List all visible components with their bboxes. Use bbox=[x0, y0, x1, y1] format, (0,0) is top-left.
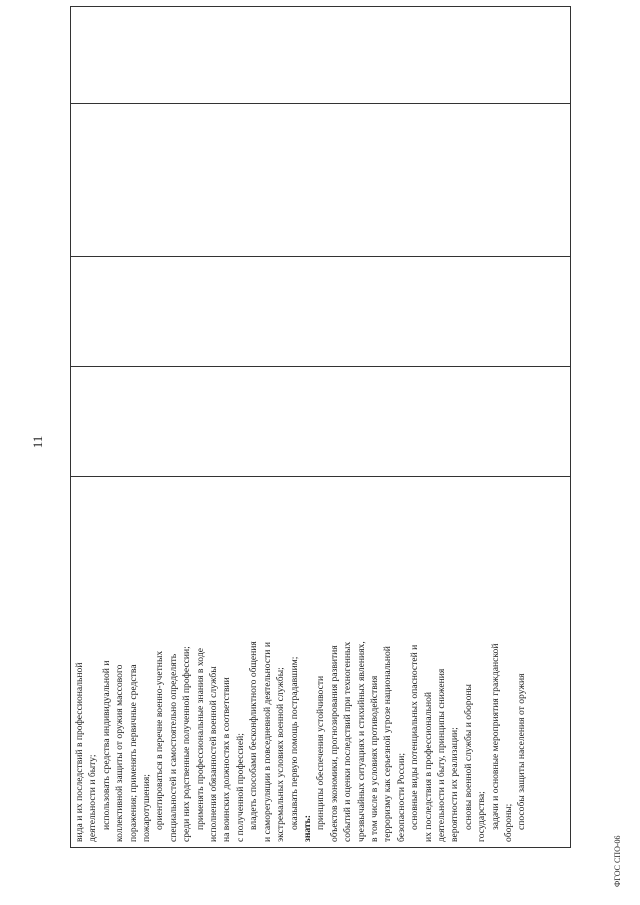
text-line: государства; bbox=[476, 791, 488, 842]
competency-text bbox=[71, 477, 529, 847]
text-line: задачи и основные мероприятия гражданской bbox=[489, 643, 501, 830]
text-line: событий и оценки последствий при техногенных bbox=[342, 641, 354, 842]
text-line: использовать средства индивидуальной и bbox=[100, 660, 112, 830]
text-line: среди них родственные полученной профессии; bbox=[181, 646, 193, 842]
text-line: в том числе в условиях противодействия bbox=[368, 675, 380, 842]
text-line: объектов экономики, прогнозирования развития bbox=[328, 645, 340, 842]
footer-code: ФГОС СПО-06 bbox=[613, 835, 622, 887]
text-line: принципы обеспечения устойчивости bbox=[315, 675, 327, 830]
text-line: оказывать первую помощь пострадавшим; bbox=[288, 656, 300, 830]
empty-cell-3 bbox=[71, 257, 571, 367]
text-line: деятельности и быту, принципы снижения bbox=[435, 668, 447, 842]
empty-cell-4 bbox=[71, 104, 571, 257]
text-line: специальностей и самостоятельно определять bbox=[167, 653, 179, 842]
text-line: способы защиты населения от оружия bbox=[516, 673, 528, 830]
text-line: основы военной службы и обороны bbox=[462, 684, 474, 830]
section-label: знать: bbox=[301, 815, 313, 842]
table-row bbox=[71, 7, 571, 848]
text-line: терроризму как серьезной угрозе национальной bbox=[382, 646, 394, 842]
text-line: вероятности их реализации; bbox=[449, 727, 461, 842]
text-line: владеть способами бесконфликтного общения bbox=[248, 641, 260, 830]
text-line: экстремальных условиях военной службы; bbox=[275, 667, 287, 842]
text-line: с полученной профессией; bbox=[234, 733, 246, 842]
text-line: исполнения обязанностей военной службы bbox=[208, 666, 220, 842]
curriculum-table bbox=[70, 6, 571, 848]
text-line: вида и их последствий в профессиональной bbox=[74, 662, 85, 842]
page-number: 11 bbox=[30, 435, 45, 449]
text-line: чрезвычайных ситуациях и стихийных явлениях, bbox=[355, 641, 367, 842]
text-line: обороны; bbox=[503, 803, 514, 842]
text-line: и саморегуляции в повседневной деятельности и bbox=[261, 642, 273, 842]
empty-cell-5 bbox=[71, 7, 571, 104]
text-line: применять профессиональные знания в ходе bbox=[194, 648, 206, 830]
competency-text-cell bbox=[71, 477, 571, 848]
text-line: пожаротушения; bbox=[141, 774, 153, 842]
text-line: ориентироваться в перечне военно-учетных bbox=[154, 650, 166, 830]
text-line: поражения; применять первичные средства bbox=[127, 664, 139, 842]
text-line: деятельности и быту; bbox=[87, 754, 99, 842]
empty-cell-2 bbox=[71, 367, 571, 477]
text-line: их последствия в профессиональной bbox=[422, 691, 434, 842]
text-line: основные виды потенциальных опасностей и bbox=[409, 644, 421, 830]
text-line: коллективной защиты от оружия массового bbox=[114, 664, 126, 842]
text-line: безопасности России; bbox=[395, 752, 407, 842]
text-line: на воинских должностях в соответствии bbox=[221, 677, 233, 842]
